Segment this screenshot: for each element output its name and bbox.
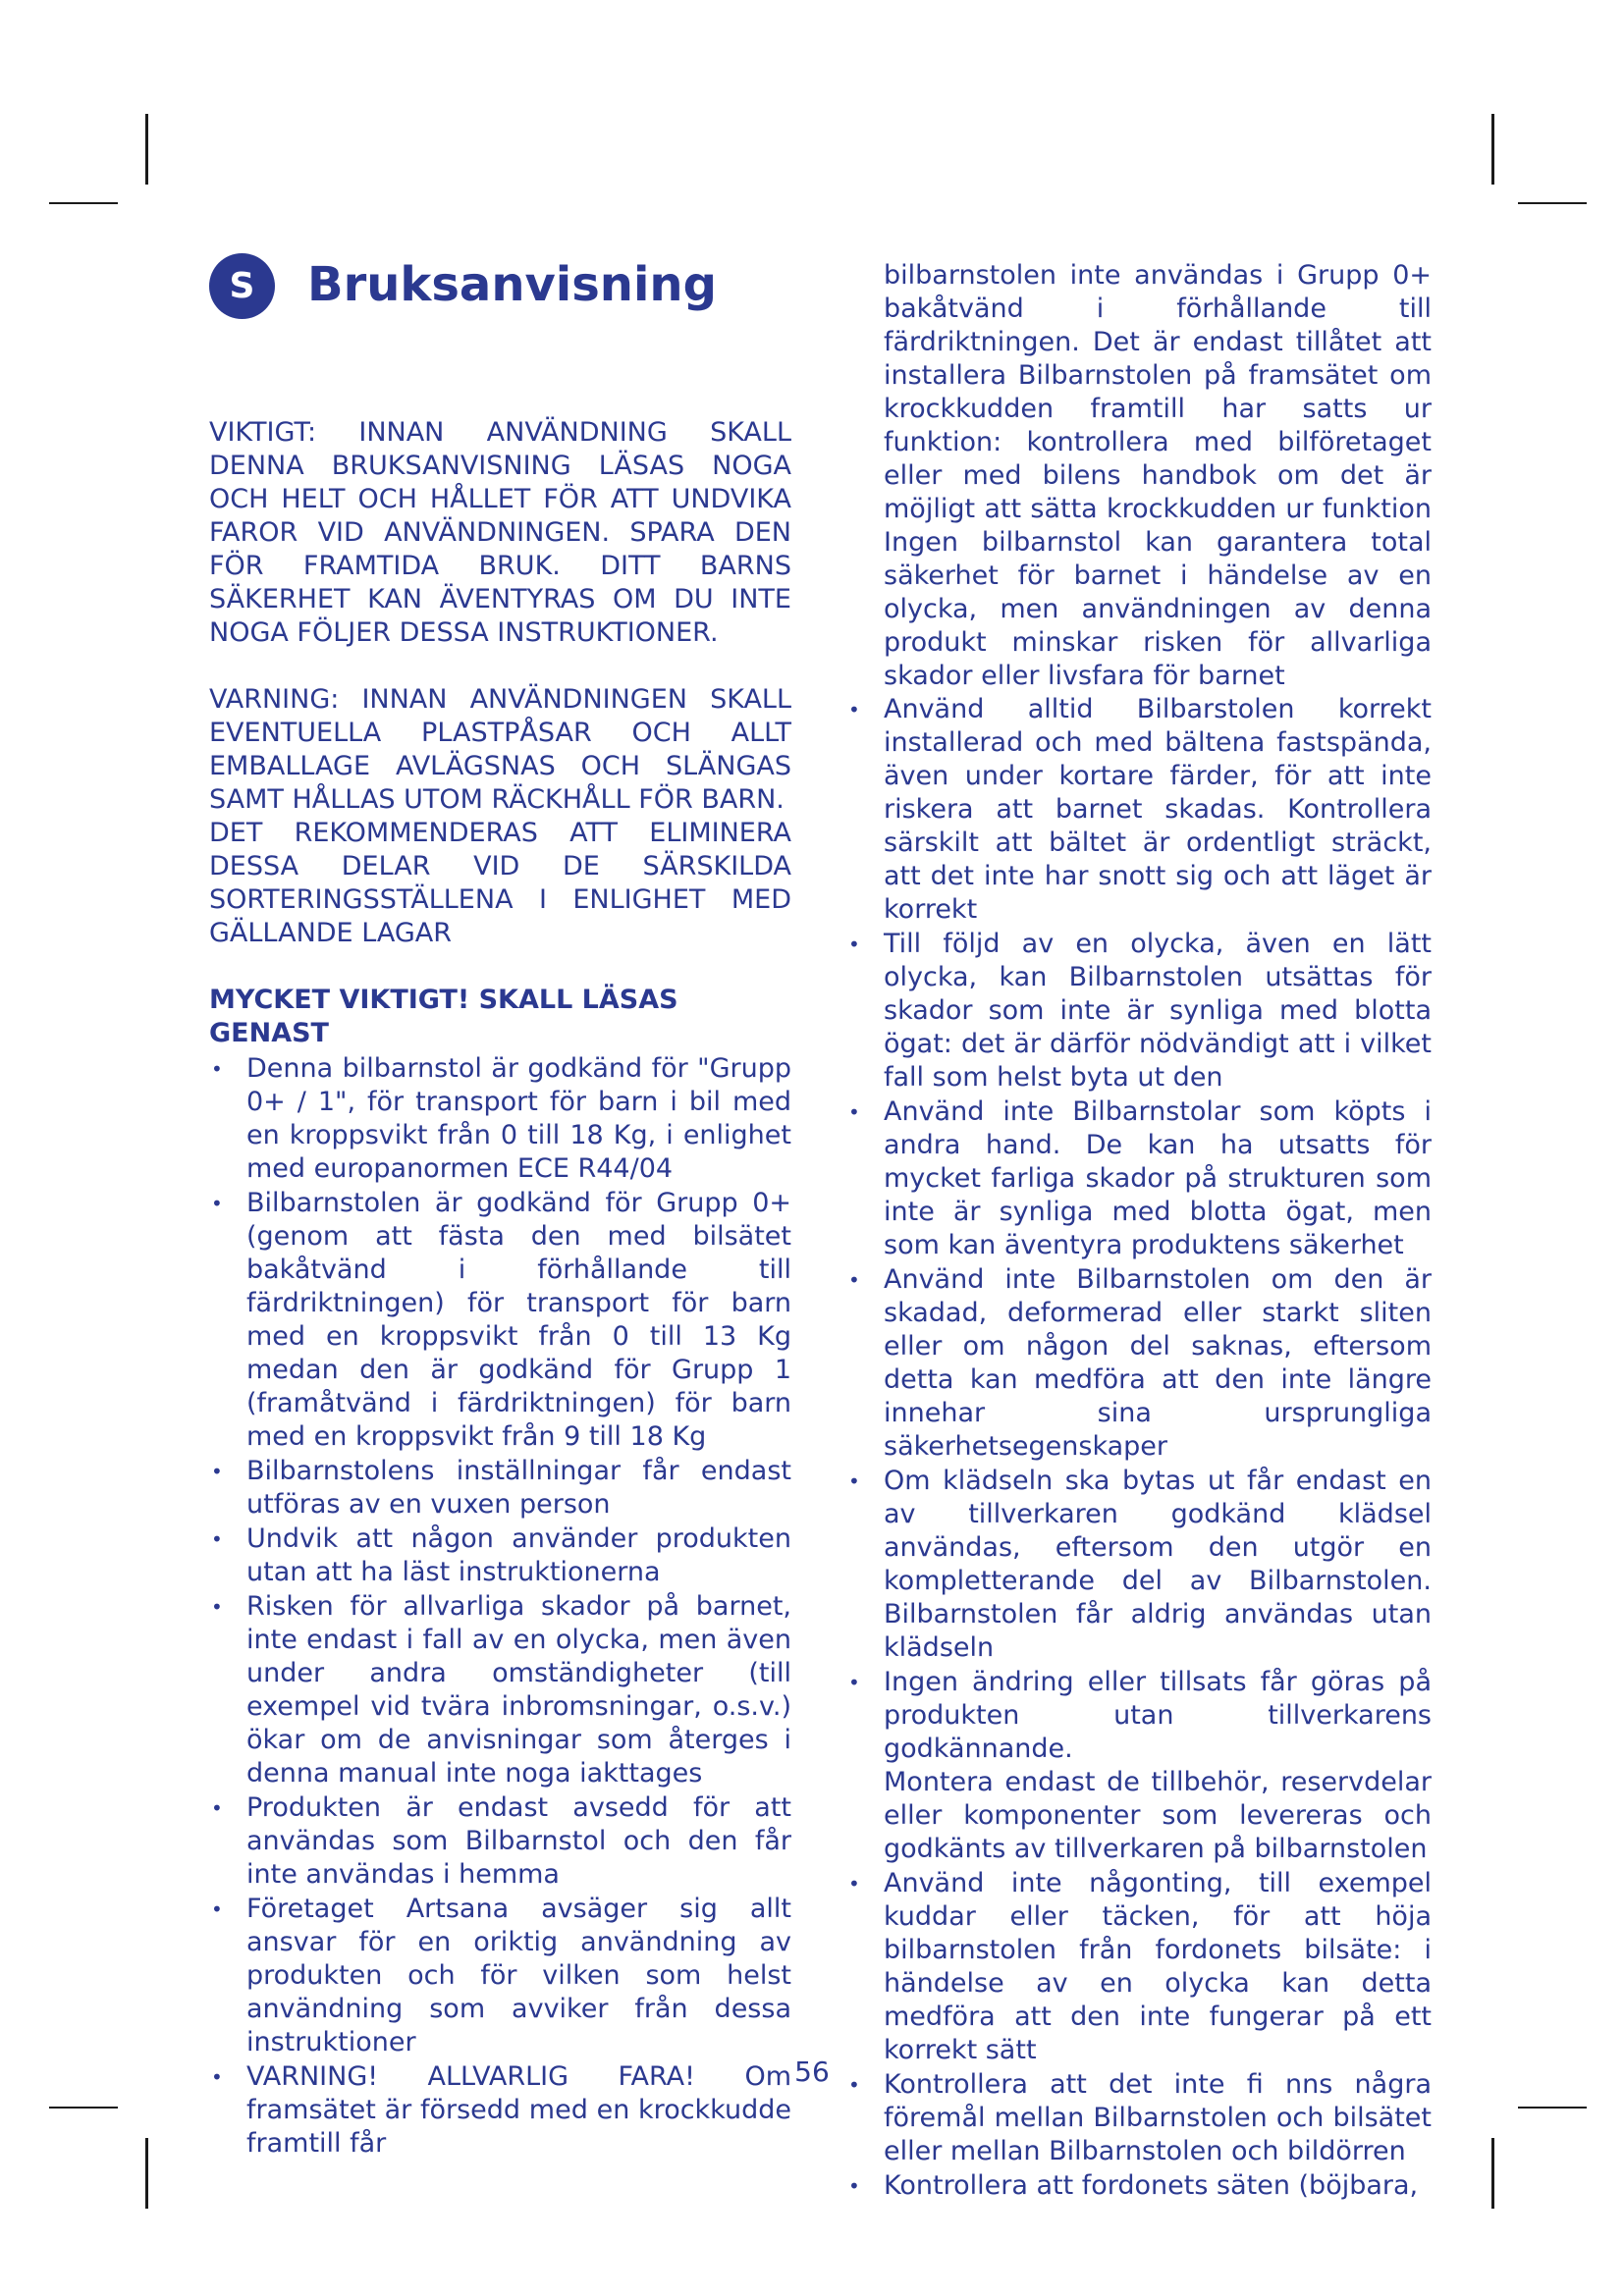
crop-mark — [1491, 114, 1494, 185]
bullet-icon: • — [848, 2174, 860, 2198]
bullet-icon: • — [211, 1595, 223, 1619]
list-item: • Kontrollera att fordonets säten (böjbara, — [848, 2170, 1419, 2201]
crop-mark — [1518, 202, 1587, 204]
crop-mark — [145, 2138, 148, 2209]
bullet-icon: • — [211, 2065, 223, 2089]
bullet-icon: • — [211, 1460, 223, 1483]
list-item: • Om klädseln ska bytas ut får endast en av tillverkaren godkänd klädsel användas, eftersom den utgör en kompletterande del av Bilbarnstolen. Bilbarnstolen får aldrig användas utan klädseln — [848, 1466, 1432, 1663]
bullet-icon: • — [848, 2073, 860, 2097]
left-column — [209, 416, 791, 2162]
list-item: • Använd inte Bilbarnstolen om den är skadad, deformerad eller starkt sliten eller om någon del saknas, eftersom detta kan medföra att den inte längre innehar sina ursprungliga säkerhetsegenskaper — [848, 1264, 1432, 1462]
crop-mark — [1518, 2107, 1587, 2109]
bullet-icon: • — [848, 698, 860, 721]
list-item: • Företaget Artsana avsäger sig allt ansvar för en oriktig användning av produkten och för vilken som helst användning som avviker från dessa instruktioner — [211, 1894, 791, 2057]
list-item: • Använd alltid Bilbarstolen korrekt installerad och med bältena fastspända, även under kortare färder, för att inte riskera att barnet skadas. Kontrollera särskilt att bältet är ordentligt sträckt, att det inte har snott sig och att läget är korrekt — [848, 694, 1432, 925]
list-item: • Bilbarnstolens inställningar får endast utföras av en vuxen person — [211, 1456, 791, 1520]
instruction-list — [846, 693, 1432, 2203]
list-item: • Produkten är endast avsedd för att användas som Bilbarnstol och den får inte användas i hemma — [211, 1792, 791, 1890]
instruction-list — [209, 1052, 791, 2161]
language-badge: S — [209, 253, 275, 319]
warning-notice: VARNING: INNAN ANVÄNDNINGEN SKALL EVENTUELLA PLASTPÅSAR OCH ALLT EMBALLAGE AVLÄGSNAS OCH SLÄNGAS SAMT HÅLLAS UTOM RÄCKHÅLL FÖR BARN. — [209, 684, 791, 815]
bullet-icon: • — [848, 1100, 860, 1124]
section-heading: MYCKET VIKTIGT! SKALL LÄSAS GENAST — [209, 985, 678, 1048]
important-notice: VIKTIGT: INNAN ANVÄNDNING SKALL DENNA BRUKSANVISNING LÄSAS NOGA OCH HELT OCH HÅLLET FÖR ATT UNDVIKA FAROR VID ANVÄNDNINGEN. SPARA DEN FÖR FRAMTIDA BRUK. DITT BARNS SÄKERHET KAN ÄVENTYRAS OM DU INTE NOGA FÖLJER DESSA INSTRUKTIONER. — [209, 417, 791, 648]
list-item: • Bilbarnstolen är godkänd för Grupp 0+ (genom att fästa den med bilsätet bakåtvänd i förhållande till färdriktningen) för transport för barn med en kroppsvikt från 0 till 13 Kg medan den är godkänd för Grupp 1 (framåtvänd i färdriktningen) för barn med en kroppsvikt från 9 till 18 Kg — [211, 1188, 791, 1452]
bullet-icon: • — [211, 1192, 223, 1215]
crop-mark — [145, 114, 148, 185]
list-item: • Undvik att någon använder produkten utan att ha läst instruktionerna — [211, 1523, 791, 1587]
recommendation-notice: DET REKOMMENDERAS ATT ELIMINERA DESSA DELAR VID DE SÄRSKILDA SORTERINGSSTÄLLENA I ENLIGHET MED GÄLLANDE LAGAR — [209, 818, 791, 948]
list-item: • Till följd av en olycka, även en lätt olycka, kan Bilbarnstolen utsättas för skador som inte är synliga med blotta ögat: det är därför nödvändigt att i vilket fall som helst byta ut den — [848, 929, 1432, 1093]
crop-mark — [49, 202, 118, 204]
continued-paragraph: bilbarnstolen inte användas i Grupp 0+ bakåtvänd i förhållande till färdriktningen. Det är endast tillåtet att installera Bilbarnstolen på framsätet om krockkudden framtill har satts ur funktion: kontrollera med bilföretaget eller med bilens handbok om det är möjligt att sätta krockkudden ur funktion Ingen bilbarnstol kan garantera total säkerhet för barnet i händelse av en olycka, men användningen av denna produkt minskar risken för allvarliga skador eller livsfara för barnet — [884, 260, 1432, 691]
bullet-icon: • — [211, 1057, 223, 1081]
bullet-icon: • — [848, 1469, 860, 1493]
mount-note: Montera endast de tillbehör, reservdelar eller komponenter som levereras och godkänts av tillverkaren på bilbarnstolen — [884, 1767, 1432, 1864]
page-title: Bruksanvisning — [307, 257, 717, 312]
bullet-icon: • — [848, 1671, 860, 1694]
list-item: • Ingen ändring eller tillsats får göras på produkten utan tillverkarens godkännande. Montera endast de tillbehör, reservdelar eller komponenter som levereras och godkänts av tillverkaren på bilbarnstolen — [848, 1667, 1432, 1864]
list-item: • VARNING! ALLVARLIG FARA! Om framsätet är försedd med en krockkudde framtill får — [211, 2061, 791, 2159]
bullet-icon: • — [211, 1796, 223, 1820]
crop-mark — [1491, 2138, 1494, 2209]
bullet-icon: • — [848, 1268, 860, 1292]
list-item: • Risken för allvarliga skador på barnet, inte endast i fall av en olycka, men även under andra omständigheter (till exempel vid tvära inbromsningar, o.s.v.) ökar om de anvisningar som återges i denna manual inte noga iakttages — [211, 1591, 791, 1789]
crop-mark — [49, 2107, 118, 2109]
list-item: • Använd inte någonting, till exempel kuddar eller täcken, för att höja bilbarnstolen från fordonets bilsäte: i händelse av en olycka kan detta medföra att den inte fungerar på ett korrekt sätt — [848, 1868, 1432, 2065]
list-item: • Denna bilbarnstol är godkänd för "Grupp 0+ / 1", för transport för barn i bil med en kroppsvikt från 0 till 18 Kg, i enlighet med europanormen ECE R44/04 — [211, 1053, 791, 1184]
bullet-icon: • — [211, 1527, 223, 1551]
bullet-icon: • — [211, 1897, 223, 1921]
bullet-icon: • — [848, 1872, 860, 1896]
bullet-icon: • — [848, 933, 860, 956]
list-item: • Kontrollera att det inte fi nns några föremål mellan Bilbarnstolen och bilsätet eller mellan Bilbarnstolen och bildörren — [848, 2069, 1432, 2166]
page-number: 56 — [794, 2056, 830, 2088]
list-item: • Använd inte Bilbarnstolar som köpts i andra hand. De kan ha utsatts för mycket farliga skador på strukturen som inte är synliga med blotta ögat, men som kan äventyra produktens säkerhet — [848, 1096, 1432, 1260]
right-column — [846, 259, 1432, 2204]
